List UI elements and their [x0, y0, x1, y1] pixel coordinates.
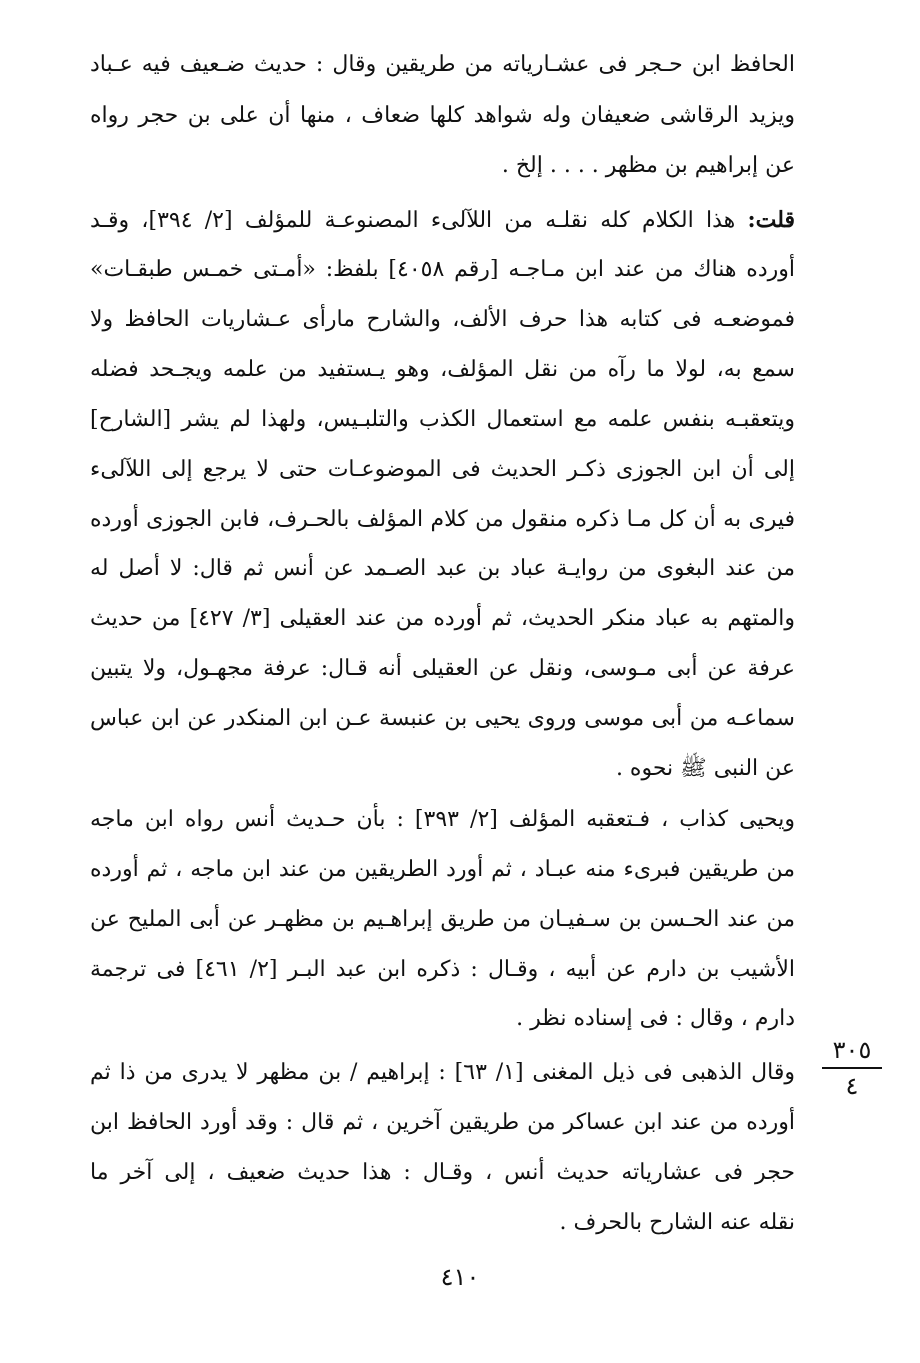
text-line: الحافظ ابن حـجر فى عشـارياته من طريقين وقال : حديث ضـعيف فيه عـباد — [90, 52, 795, 77]
text-line: عن النبى ﷺ نحوه . — [615, 756, 795, 781]
paragraph-lead: قلت: — [747, 207, 795, 233]
text-line: ويزيد الرقاشى ضعيفان وله شواهد كلها ضعاف ، منها أن على بن حجر رواه — [90, 103, 795, 128]
text-line: أورده من عند ابن عساكر من طريقين آخرين ، ثم قال : وقد أورد الحافظ ابن — [90, 1110, 795, 1135]
text-line: سمع به، لولا ما رآه من نقل المؤلف، وهو يـستفيد من علمه ويجـحد فضله — [90, 357, 795, 382]
text-line: فيرى به أن كل مـا ذكره منقول من كلام المؤلف بالحـرف، فابن الجوزى أورده — [90, 507, 795, 532]
margin-note-top: ٣٠٥ — [822, 1035, 882, 1069]
margin-note — [822, 1035, 882, 1101]
text-line: الأشيب بن دارم عن أبيه ، وقـال : ذكره ابن عبد البـر [٢/ ٤٦١] فى ترجمة — [90, 957, 795, 982]
text-line: حجر فى عشارياته حديث أنس ، وقـال : هذا حديث ضعيف ، إلى آخر ما — [90, 1160, 795, 1185]
text-line: عن إبراهيم بن مظهر . . . . إلخ . — [501, 153, 795, 178]
text-line: فموضعـه فى كتابه هذا حرف الألف، والشارح مارأى عـشاريات الحافظ ولا — [90, 307, 795, 332]
text-line: إلى أن ابن الجوزى ذكـر الحديث فى الموضوعـات حتى لا يرجع إلى اللآلىء — [90, 457, 795, 482]
text-line: ويتعقبـه بنفس علمه مع استعمال الكذب والتلبـيس، ولهذا لم يشر [الشارح] — [90, 407, 795, 432]
text-line: من طريقين فبرىء منه عبـاد ، ثم أورد الطريقين من عند ابن ماجه ، ثم أورده — [90, 857, 795, 882]
text-segment: هذا الكلام كله نقلـه من اللآلىء المصنوعـة للمؤلف [٢/ ٣٩٤]، وقـد — [90, 208, 736, 233]
text-line: والمتهم به عباد منكر الحديث، ثم أورده من عند العقيلى [٣/ ٤٢٧] من حديث — [90, 606, 796, 631]
text-line: من عند البغوى من روايـة عباد بن عبد الصـمد عن أنس ثم قال: لا أصل له — [90, 556, 795, 581]
text-line — [90, 205, 795, 236]
page-number: ٤١٠ — [440, 1263, 480, 1291]
text-line: من عند الحـسن بن سـفيـان من طريق إبراهـيم بن مظهـر عن أبى المليح عن — [90, 907, 795, 932]
text-line: عرفة عن أبى مـوسى، ونقل عن العقيلى أنه قـال: عرفة مجهـول، ولا يتبين — [90, 656, 795, 681]
text-line: ويحيى كذاب ، فـتعقبه المؤلف [٢/ ٣٩٣] : بأن حـديث أنس رواه ابن ماجه — [90, 807, 796, 832]
text-line: أورده هناك من عند ابن مـاجـه [رقم ٤٠٥٨] بلفظ: «أمـتى خمـس طبقـات» — [90, 257, 795, 282]
text-line: وقال الذهبى فى ذيل المغنى [١/ ٦٣] : إبراهيم / بن مظهر لا يدرى من ذا ثم — [90, 1060, 796, 1085]
text-line: سماعـه من أبى موسى وروى يحيى بن عنبسة عـن ابن المنكدر عن ابن عباس — [90, 706, 795, 731]
text-line: دارم ، وقال : فى إسناده نظر . — [516, 1006, 795, 1031]
margin-note-bottom: ٤ — [845, 1072, 859, 1100]
text-line: نقله عنه الشارح بالحرف . — [559, 1210, 795, 1235]
